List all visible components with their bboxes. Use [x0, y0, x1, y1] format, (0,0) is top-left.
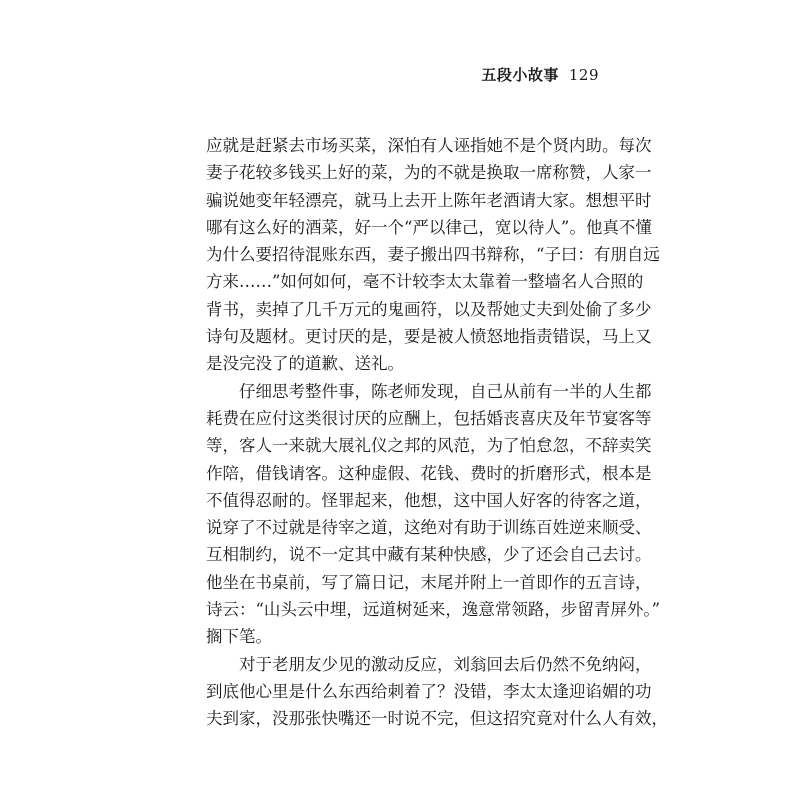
running-head: [481, 64, 599, 85]
text-line: 到底他心里是什么东西给刺着了？没错，李太太逢迎谄媚的功: [206, 681, 652, 701]
text-line: 为什么要招待混账东西，妻子搬出四书辩称，“子曰：有朋自远: [206, 245, 660, 265]
text-line: 骗说她变年轻漂亮，就马上去开上陈年老酒请大家。想想平时: [206, 190, 652, 210]
text-line: 对于老朋友少见的激动反应，刘翁回去后仍然不免纳闷，: [239, 654, 652, 674]
text-line: 是没完没了的道歉、送礼。: [206, 354, 404, 374]
text-line: 诗云：“山头云中埋，远道树延来，逸意常领路，步留青屏外。”: [206, 600, 661, 620]
text-line: 应就是赶紧去市场买菜，深怕有人诬指她不是个贤内助。每次: [206, 136, 652, 155]
text-line: 他坐在书桌前，写了篇日记，末尾并附上一首即作的五言诗，: [206, 572, 652, 592]
body-text: [206, 132, 668, 733]
text-line: 夫到家，没那张快嘴还一时说不完，但这招究竟对什么人有效，: [206, 709, 668, 729]
text-line: 作陪，借钱请客。这种虚假、花钱、费时的折磨形式，根本是: [206, 463, 652, 483]
text-line: 等，客人一来就大展礼仪之邦的风范，为了怕怠忽，不辞卖笑: [206, 436, 652, 456]
page-number: 129: [568, 66, 599, 84]
text-line: 说穿了不过就是待宰之道，这绝对有助于训练百姓逆来顺受、: [206, 518, 652, 538]
text-line: 背书，卖掉了几千万元的鬼画符，以及帮她丈夫到处偷了多少: [206, 299, 652, 319]
chapter-title: 五段小故事: [481, 66, 559, 84]
text-line: 搁下笔。: [206, 627, 272, 647]
text-line: 不值得忍耐的。怪罪起来，他想，这中国人好客的待客之道，: [206, 490, 652, 510]
text-line: 互相制约，说不一定其中藏有某种快感，少了还会自己去讨。: [206, 545, 652, 565]
text-line: 哪有这么好的酒菜，好一个“严以律己，宽以待人”。他真不懂: [206, 217, 652, 237]
text-line: 诗句及题材。更讨厌的是，要是被人愤怒地指责错误，马上又: [206, 327, 652, 347]
text-line: 妻子花较多钱买上好的菜，为的不就是换取一席称赞，人家一: [206, 163, 652, 183]
text-line: 仔细思考整件事，陈老师发现，自己从前有一半的人生都: [239, 381, 652, 401]
text-line: 方来……”如何如何，毫不计较李太太靠着一整墙名人合照的: [206, 272, 644, 292]
text-line: 耗费在应付这类很讨厌的应酬上，包括婚丧喜庆及年节宴客等: [206, 408, 652, 428]
